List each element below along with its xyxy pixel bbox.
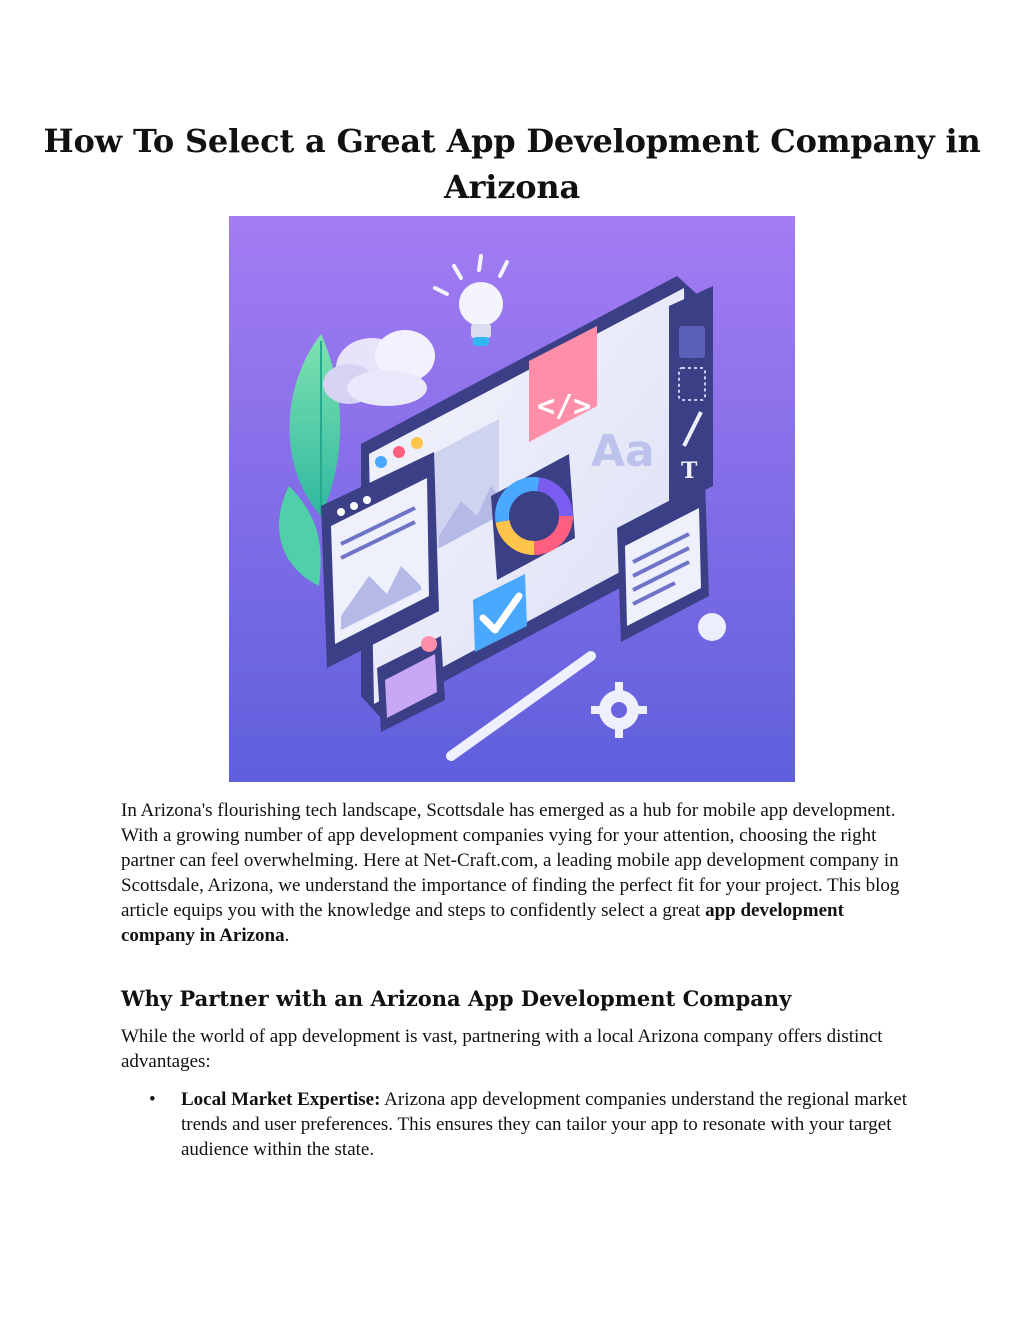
sphere-icon [698,613,726,641]
bullet-icon: • [149,1089,156,1110]
section-intro: While the world of app development is vast, partnering with a local Arizona company offers distinct advantages: [121,1026,883,1072]
list-item-label: Local Market Expertise: [181,1089,381,1110]
list-item-text: Arizona app development companies understand the regional market trends and user preferences. This ensures they can tailor your app to resonate with your target audience within the state. [181,1089,907,1160]
intro-bold-link-text: app development company in Arizona [121,899,844,946]
svg-text:T: T [681,458,698,484]
advantages-list [121,1088,911,1163]
intro-text: In Arizona's flourishing tech landscape, Scottsdale has emerged as a hub for mobile app development. With a growing number of app development companies vying for your attention, choosing the right partner can feel overwhelming. Here at Net-Craft.com, a leading mobile app development company in Scottsdale, Arizona, we understand the importance of finding the perfect fit for your project. This blog article equips you with the knowledge and steps to confidently select a great [121,800,900,921]
font-sample-text: Aa [591,426,655,477]
tools-panel [669,286,713,508]
intro-end: . [284,924,290,946]
intro-paragraph [121,799,911,948]
hero-illustration [229,216,795,782]
list-item [121,1088,911,1163]
code-tag-text: </> [537,389,592,424]
article-title: How To Select a Great App Development Company in Arizona [43,122,981,206]
section-heading: Why Partner with an Arizona App Development Company [121,986,792,1011]
